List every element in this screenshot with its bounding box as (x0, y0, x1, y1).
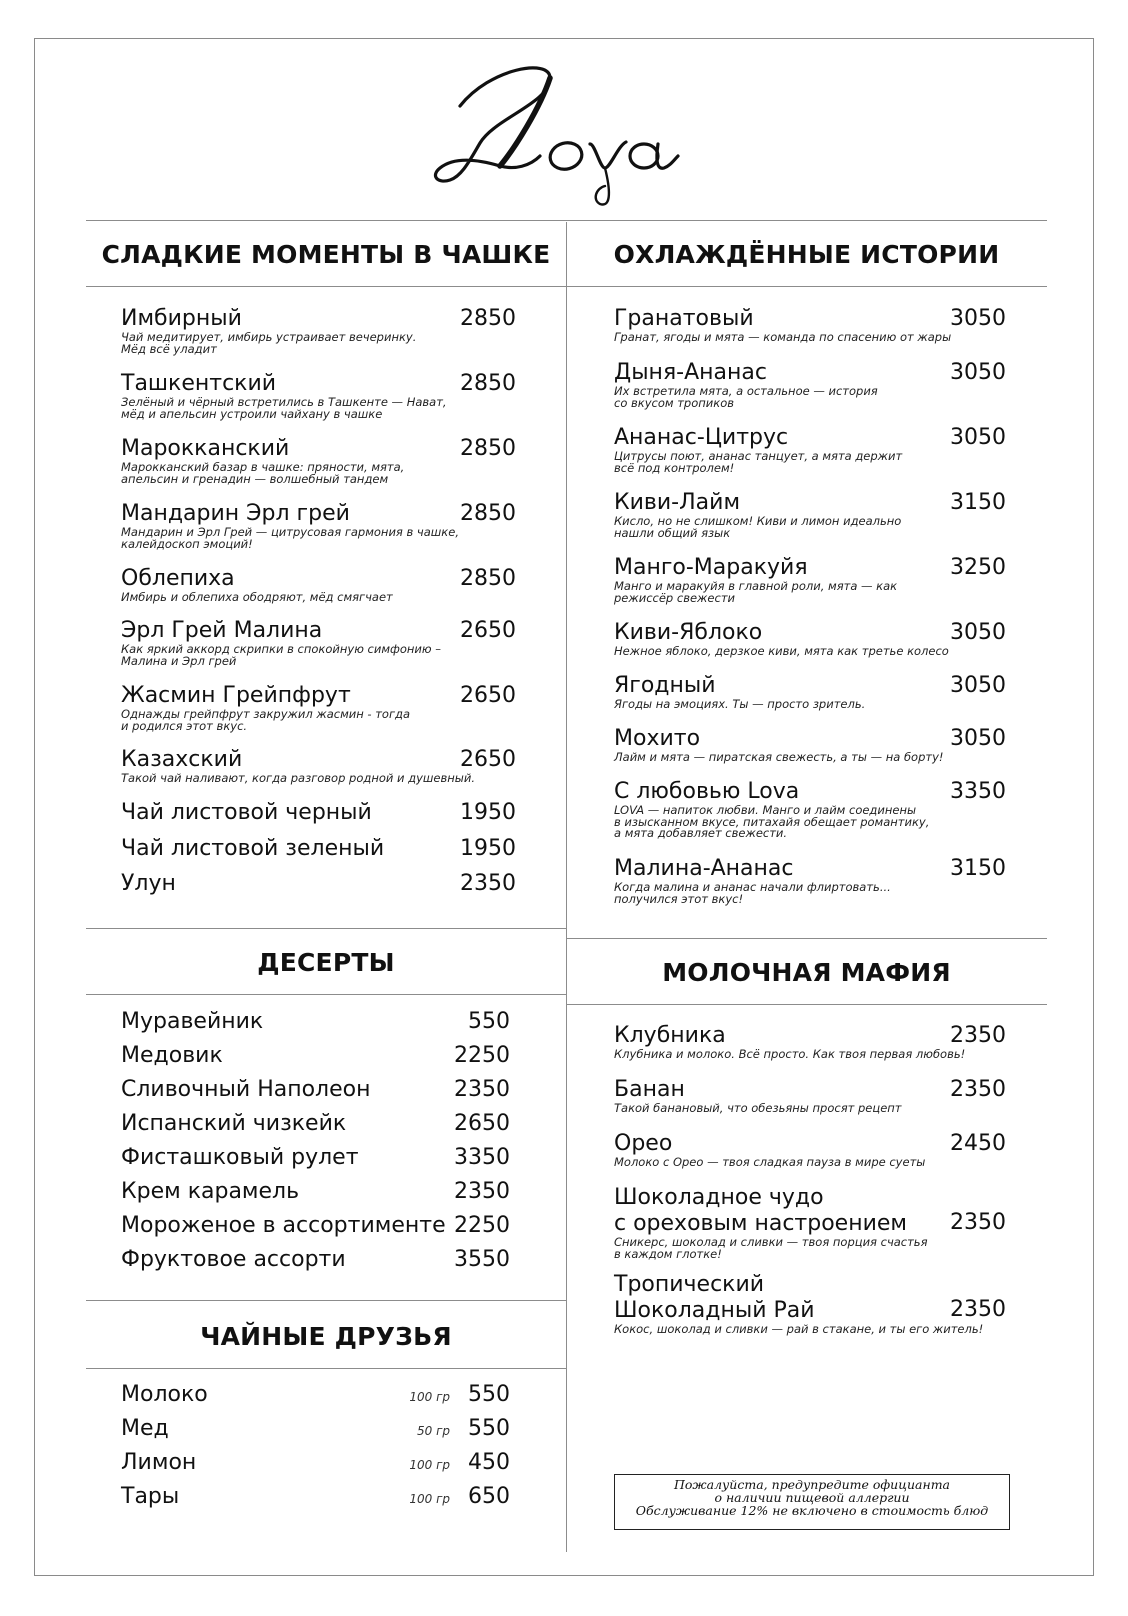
menu-item (121, 306, 416, 355)
item-name: Малина-Ананас (614, 856, 794, 881)
item-name: Тары (121, 1484, 180, 1509)
menu-item (121, 1382, 208, 1408)
item-name: Киви-Яблоко (614, 620, 763, 645)
item-name: Ананас-Цитрус (614, 425, 789, 450)
menu-item (121, 683, 410, 732)
item-price: 2650 (454, 1111, 510, 1136)
item-name: Манго-Маракуйя (614, 555, 808, 580)
menu-item (121, 566, 393, 604)
item-desc: Имбирь и облепиха ободряют, мёд смягчает (121, 590, 393, 604)
divider (86, 928, 566, 929)
menu-item (614, 1185, 928, 1260)
menu-item (121, 1077, 371, 1103)
item-price: 3250 (950, 555, 1006, 580)
item-name: Эрл Грей Малина (121, 618, 323, 643)
item-price: 450 (468, 1450, 510, 1475)
divider (86, 1368, 566, 1369)
item-price: 2350 (950, 1210, 1006, 1235)
item-price: 3050 (950, 306, 1006, 331)
item-price: 2850 (460, 501, 516, 526)
item-desc: Сникерс, шоколад и сливки — твоя порция счастья (614, 1235, 928, 1249)
item-desc: Кокос, шоколад и сливки — рай в стакане, и ты его житель! (614, 1322, 984, 1336)
item-price: 2850 (460, 371, 516, 396)
item-name: Улун (121, 871, 176, 896)
item-price: 3050 (950, 360, 1006, 385)
item-price: 550 (468, 1382, 510, 1407)
item-price: 1950 (460, 836, 516, 861)
menu-item (614, 779, 929, 840)
item-name: Муравейник (121, 1009, 264, 1034)
item-name: Облепиха (121, 566, 235, 591)
divider (86, 1300, 566, 1301)
item-desc: Зелёный и чёрный встретились в Ташкенте — Нават, (121, 395, 447, 409)
menu-item (121, 1009, 263, 1035)
item-weight: 100 гр (409, 1492, 450, 1506)
item-desc: LOVA — напиток любви. Манго и лайм соединены (614, 803, 917, 817)
lova-logo (400, 48, 720, 208)
item-desc: Клубника и молоко. Всё просто. Как твоя первая любовь! (614, 1047, 966, 1061)
item-price: 2650 (460, 618, 516, 643)
item-price: 2850 (460, 436, 516, 461)
item-desc: Ягоды на эмоциях. Ты — просто зритель. (614, 697, 866, 711)
menu-item (121, 1213, 446, 1239)
item-price: 3050 (950, 726, 1006, 751)
menu-item (121, 501, 459, 550)
item-desc: Как яркий аккорд скрипки в спокойную симфонию – (121, 642, 441, 656)
item-price: 3350 (950, 779, 1006, 804)
item-desc: Такой чай наливают, когда разговор родной и душевный. (121, 771, 476, 785)
item-name: Мед (121, 1416, 169, 1441)
item-desc: Цитрусы поют, ананас танцует, а мята держит (614, 449, 903, 463)
item-desc: Мёд всё уладит (121, 341, 217, 356)
divider (566, 1004, 1047, 1005)
menu-item (121, 1484, 179, 1510)
item-desc: Однажды грейпфрут закружил жасмин - тогда (121, 707, 411, 721)
item-price: 650 (468, 1484, 510, 1509)
item-desc: Когда малина и ананас начали флиртовать... (614, 880, 891, 894)
item-name: Лимон (121, 1450, 197, 1475)
item-name: Гранатовый (614, 306, 754, 331)
item-name: Орео (614, 1131, 673, 1156)
menu-item (121, 1450, 196, 1476)
item-desc: всё под контролем! (614, 460, 735, 475)
menu-item (614, 425, 902, 474)
item-desc: Манго и маракуйя в главной роли, мята — как (614, 579, 898, 593)
menu-item (121, 371, 447, 420)
menu-item (614, 555, 897, 604)
item-desc: и родился этот вкус. (121, 718, 248, 733)
menu-item (614, 856, 891, 905)
item-price: 3350 (454, 1145, 510, 1170)
item-name: Сливочный Наполеон (121, 1077, 371, 1102)
item-price: 2650 (460, 747, 516, 772)
item-price: 3050 (950, 673, 1006, 698)
item-name: с ореховым настроением (614, 1211, 908, 1236)
item-desc: в каждом глотке! (614, 1246, 722, 1261)
item-desc: мёд и апельсин устроили чайхану в чашке (121, 406, 383, 421)
menu-item (121, 1247, 346, 1273)
notice-line: Пожалуйста, предупредите официанта (674, 1477, 950, 1492)
item-weight: 50 гр (416, 1424, 450, 1438)
item-price: 3550 (454, 1247, 510, 1272)
item-desc: Лайм и мята — пиратская свежесть, а ты — на борту! (614, 750, 944, 764)
item-name: С любовью Lova (614, 779, 800, 804)
item-price: 3150 (950, 856, 1006, 881)
item-price: 3050 (950, 620, 1006, 645)
item-price: 2350 (454, 1077, 510, 1102)
item-price: 2350 (950, 1023, 1006, 1048)
item-name: Мохито (614, 726, 701, 751)
item-name: Банан (614, 1077, 685, 1102)
item-name: Испанский чизкейк (121, 1111, 347, 1136)
item-desc: Такой банановый, что обезьяны просят рецепт (614, 1101, 902, 1115)
item-desc: получился этот вкус! (614, 891, 744, 906)
menu-item (121, 1179, 299, 1205)
item-price: 2450 (950, 1131, 1006, 1156)
item-desc: калейдоскоп эмоций! (121, 536, 253, 551)
item-price: 2350 (460, 871, 516, 896)
item-name: Имбирный (121, 306, 242, 331)
column-divider (566, 222, 567, 1552)
item-price: 2350 (950, 1077, 1006, 1102)
menu-item (121, 800, 372, 826)
item-price: 2650 (460, 683, 516, 708)
item-name: Жасмин Грейпфрут (121, 683, 351, 708)
item-price: 2850 (460, 566, 516, 591)
divider (86, 220, 1047, 221)
menu-item (614, 1077, 901, 1115)
item-name: Марокканский (121, 436, 290, 461)
item-name: Клубника (614, 1023, 726, 1048)
item-name: Шоколадное чудо (614, 1185, 824, 1210)
allergy-notice (614, 1474, 1010, 1530)
item-name: Фруктовое ассорти (121, 1247, 346, 1272)
item-desc: Кисло, но не слишком! Киви и лимон идеально (614, 514, 902, 528)
item-desc: Мандарин и Эрл Грей — цитрусовая гармония в чашке, (121, 525, 459, 539)
item-name: Киви-Лайм (614, 490, 741, 515)
item-desc: в изысканном вкусе, питахайя обещает романтику, (614, 814, 930, 829)
item-name: Ташкентский (121, 371, 277, 396)
item-name: Дыня-Ананас (614, 360, 767, 385)
item-desc: а мята добавляет свежести. (614, 826, 788, 840)
item-name: Тропический (614, 1272, 765, 1297)
item-weight: 100 гр (409, 1390, 450, 1404)
item-name: Медовик (121, 1043, 223, 1068)
item-weight: 100 гр (409, 1458, 450, 1472)
menu-item (614, 726, 944, 764)
menu-item (614, 1131, 925, 1169)
item-price: 3050 (950, 425, 1006, 450)
item-desc: Молоко с Орео — твоя сладкая пауза в мире суеты (614, 1155, 926, 1169)
item-desc: Гранат, ягоды и мята — команда по спасению от жары (614, 330, 952, 344)
item-name: Мандарин Эрл грей (121, 501, 350, 526)
item-name: Чай листовой черный (121, 800, 372, 825)
item-price: 2850 (460, 306, 516, 331)
item-price: 1950 (460, 800, 516, 825)
menu-item (614, 360, 878, 409)
menu-item (614, 673, 865, 711)
menu-item (121, 871, 176, 897)
item-desc: Нежное яблоко, дерзкое киви, мята как третье колесо (614, 644, 949, 658)
section-title-sweet: СЛАДКИЕ МОМЕНТЫ В ЧАШКЕ (101, 240, 551, 269)
menu-item (614, 490, 901, 539)
item-price: 3150 (950, 490, 1006, 515)
menu-item (121, 1043, 223, 1069)
item-name: Молоко (121, 1382, 208, 1407)
item-name: Чай листовой зеленый (121, 836, 385, 861)
menu-item (121, 1111, 346, 1137)
item-price: 550 (468, 1416, 510, 1441)
menu-item (121, 1145, 359, 1171)
menu-item (614, 620, 949, 658)
item-price: 2350 (950, 1297, 1006, 1322)
menu-item (121, 618, 441, 667)
item-price: 550 (468, 1009, 510, 1034)
item-price: 2250 (454, 1043, 510, 1068)
item-desc: Чай медитирует, имбирь устраивает вечеринку. (121, 330, 417, 344)
item-name: Шоколадный Рай (614, 1298, 815, 1323)
menu-item (121, 436, 404, 485)
item-desc: Малина и Эрл грей (121, 653, 237, 668)
item-name: Казахский (121, 747, 243, 772)
item-name: Крем карамель (121, 1179, 300, 1204)
item-name: Ягодный (614, 673, 716, 698)
section-title-friends: ЧАЙНЫЕ ДРУЗЬЯ (200, 1322, 452, 1351)
divider (566, 938, 1047, 939)
item-desc: Марокканский базар в чашке: пряности, мята, (121, 460, 405, 474)
item-desc: апельсин и гренадин — волшебный тандем (121, 471, 389, 486)
section-title-milk: МОЛОЧНАЯ МАФИЯ (662, 958, 951, 987)
item-price: 2350 (454, 1179, 510, 1204)
divider (86, 994, 566, 995)
menu-item (121, 836, 384, 862)
item-name: Мороженое в ассортименте (121, 1213, 446, 1238)
item-name: Фисташковый рулет (121, 1145, 359, 1170)
section-title-cold: ОХЛАЖДЁННЫЕ ИСТОРИИ (613, 240, 1000, 269)
notice-line: о наличии пищевой аллергии (714, 1490, 910, 1505)
section-title-desserts: ДЕСЕРТЫ (257, 948, 395, 977)
item-desc: нашли общий язык (614, 525, 731, 540)
notice-line: Обслуживание 12% не включено в стоимость блюд (635, 1503, 989, 1518)
menu-item (121, 1416, 169, 1442)
item-desc: со вкусом тропиков (614, 395, 735, 410)
item-desc: Их встретила мята, а остальное — история (614, 384, 878, 398)
item-price: 2250 (454, 1213, 510, 1238)
item-desc: режиссёр свежести (614, 590, 735, 605)
